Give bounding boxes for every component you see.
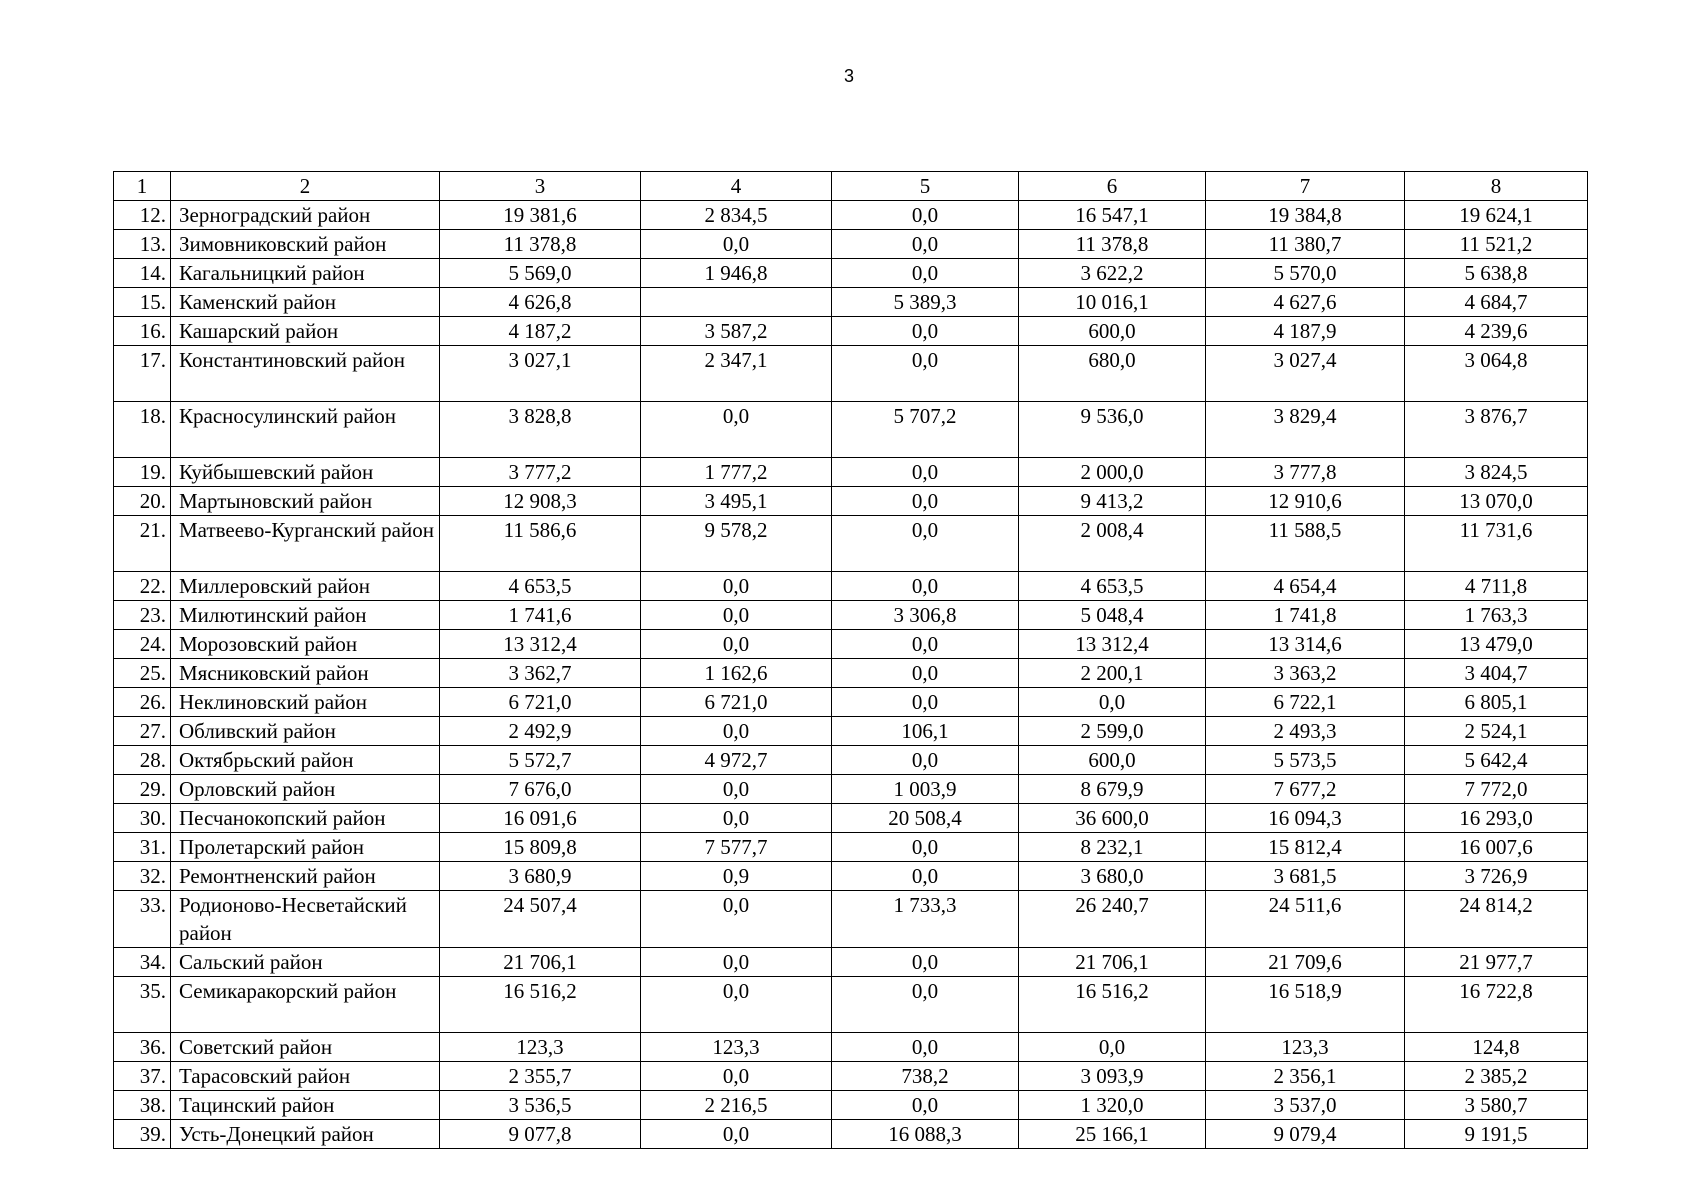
value-cell: 19 384,8 — [1206, 201, 1405, 230]
value-cell: 0,0 — [832, 201, 1019, 230]
value-cell: 8 679,9 — [1019, 775, 1206, 804]
value-cell: 2 008,4 — [1019, 516, 1206, 572]
value-cell: 2 347,1 — [641, 346, 832, 402]
value-cell: 0,0 — [832, 948, 1019, 977]
value-cell: 3 495,1 — [641, 487, 832, 516]
value-cell: 2 834,5 — [641, 201, 832, 230]
value-cell: 5 389,3 — [832, 288, 1019, 317]
value-cell: 3 027,1 — [440, 346, 641, 402]
table-row — [114, 487, 1588, 516]
value-cell: 4 654,4 — [1206, 572, 1405, 601]
district-name-cell: Мясниковский район — [171, 659, 440, 688]
value-cell: 15 812,4 — [1206, 833, 1405, 862]
value-cell: 3 580,7 — [1405, 1091, 1588, 1120]
value-cell: 1 763,3 — [1405, 601, 1588, 630]
row-index-cell: 13. — [114, 230, 171, 259]
table-row — [114, 458, 1588, 487]
district-name-cell: Ремонтненский район — [171, 862, 440, 891]
row-index-cell: 28. — [114, 746, 171, 775]
row-index-cell: 12. — [114, 201, 171, 230]
value-cell: 16 007,6 — [1405, 833, 1588, 862]
value-cell: 21 706,1 — [1019, 948, 1206, 977]
table-row — [114, 775, 1588, 804]
value-cell: 16 518,9 — [1206, 977, 1405, 1033]
column-number-8: 8 — [1405, 172, 1588, 201]
value-cell: 5 048,4 — [1019, 601, 1206, 630]
row-index-cell: 32. — [114, 862, 171, 891]
row-index-cell: 29. — [114, 775, 171, 804]
value-cell: 4 187,9 — [1206, 317, 1405, 346]
value-cell: 0,0 — [832, 833, 1019, 862]
table-row — [114, 977, 1588, 1033]
value-cell: 12 908,3 — [440, 487, 641, 516]
value-cell: 123,3 — [1206, 1033, 1405, 1062]
district-name-cell: Усть-Донецкий район — [171, 1120, 440, 1149]
value-cell: 0,0 — [641, 804, 832, 833]
table-row — [114, 1062, 1588, 1091]
value-cell: 2 356,1 — [1206, 1062, 1405, 1091]
value-cell: 0,0 — [641, 601, 832, 630]
value-cell: 19 381,6 — [440, 201, 641, 230]
table-row — [114, 288, 1588, 317]
table-row — [114, 230, 1588, 259]
value-cell: 13 314,6 — [1206, 630, 1405, 659]
value-cell: 5 642,4 — [1405, 746, 1588, 775]
value-cell: 0,0 — [832, 487, 1019, 516]
value-cell: 4 653,5 — [1019, 572, 1206, 601]
value-cell: 4 684,7 — [1405, 288, 1588, 317]
district-name-cell: Кагальницкий район — [171, 259, 440, 288]
column-number-2: 2 — [171, 172, 440, 201]
value-cell: 3 824,5 — [1405, 458, 1588, 487]
value-cell: 0,0 — [641, 572, 832, 601]
table-row — [114, 630, 1588, 659]
value-cell: 15 809,8 — [440, 833, 641, 862]
value-cell: 16 516,2 — [1019, 977, 1206, 1033]
table-row — [114, 659, 1588, 688]
table-header-row — [114, 172, 1588, 201]
value-cell: 1 946,8 — [641, 259, 832, 288]
value-cell: 20 508,4 — [832, 804, 1019, 833]
value-cell: 21 706,1 — [440, 948, 641, 977]
value-cell: 11 380,7 — [1206, 230, 1405, 259]
row-index-cell: 35. — [114, 977, 171, 1033]
value-cell: 3 536,5 — [440, 1091, 641, 1120]
value-cell: 0,0 — [832, 346, 1019, 402]
table-row — [114, 717, 1588, 746]
table-row — [114, 804, 1588, 833]
value-cell: 0,0 — [832, 458, 1019, 487]
district-name-cell: Матвеево-Курганский район — [171, 516, 440, 572]
value-cell: 13 479,0 — [1405, 630, 1588, 659]
value-cell: 2 599,0 — [1019, 717, 1206, 746]
row-index-cell: 17. — [114, 346, 171, 402]
value-cell: 1 320,0 — [1019, 1091, 1206, 1120]
value-cell: 0,0 — [641, 717, 832, 746]
value-cell: 0,0 — [832, 688, 1019, 717]
table-row — [114, 891, 1588, 948]
table-row — [114, 1120, 1588, 1149]
row-index-cell: 34. — [114, 948, 171, 977]
value-cell: 0,0 — [832, 259, 1019, 288]
value-cell: 0,0 — [832, 659, 1019, 688]
value-cell: 21 977,7 — [1405, 948, 1588, 977]
row-index-cell: 24. — [114, 630, 171, 659]
value-cell: 0,0 — [641, 1120, 832, 1149]
district-name-cell: Морозовский район — [171, 630, 440, 659]
value-cell: 13 070,0 — [1405, 487, 1588, 516]
value-cell: 0,0 — [832, 572, 1019, 601]
column-number-1: 1 — [114, 172, 171, 201]
row-index-cell: 21. — [114, 516, 171, 572]
district-name-cell: Кашарский район — [171, 317, 440, 346]
value-cell: 9 578,2 — [641, 516, 832, 572]
value-cell: 3 622,2 — [1019, 259, 1206, 288]
district-name-cell: Каменский район — [171, 288, 440, 317]
value-cell: 16 088,3 — [832, 1120, 1019, 1149]
district-name-cell: Орловский район — [171, 775, 440, 804]
row-index-cell: 30. — [114, 804, 171, 833]
district-name-cell: Обливский район — [171, 717, 440, 746]
value-cell: 3 306,8 — [832, 601, 1019, 630]
table-row — [114, 402, 1588, 458]
value-cell: 25 166,1 — [1019, 1120, 1206, 1149]
value-cell: 1 741,6 — [440, 601, 641, 630]
district-name-cell: Красносулинский район — [171, 402, 440, 458]
value-cell: 123,3 — [440, 1033, 641, 1062]
row-index-cell: 15. — [114, 288, 171, 317]
district-name-cell: Неклиновский район — [171, 688, 440, 717]
value-cell: 6 722,1 — [1206, 688, 1405, 717]
value-cell: 124,8 — [1405, 1033, 1588, 1062]
value-cell: 4 711,8 — [1405, 572, 1588, 601]
row-index-cell: 25. — [114, 659, 171, 688]
value-cell: 7 577,7 — [641, 833, 832, 862]
value-cell: 3 587,2 — [641, 317, 832, 346]
value-cell: 0,0 — [1019, 1033, 1206, 1062]
column-number-3: 3 — [440, 172, 641, 201]
row-index-cell: 23. — [114, 601, 171, 630]
value-cell: 9 413,2 — [1019, 487, 1206, 516]
value-cell: 0,0 — [1019, 688, 1206, 717]
value-cell: 0,0 — [832, 630, 1019, 659]
value-cell: 0,0 — [641, 630, 832, 659]
district-name-cell: Мартыновский район — [171, 487, 440, 516]
value-cell: 3 537,0 — [1206, 1091, 1405, 1120]
value-cell: 6 805,1 — [1405, 688, 1588, 717]
value-cell: 4 627,6 — [1206, 288, 1405, 317]
value-cell: 0,0 — [832, 746, 1019, 775]
column-number-6: 6 — [1019, 172, 1206, 201]
value-cell: 0,0 — [641, 230, 832, 259]
value-cell: 4 187,2 — [440, 317, 641, 346]
value-cell — [641, 288, 832, 317]
value-cell: 7 676,0 — [440, 775, 641, 804]
district-name-cell: Тацинский район — [171, 1091, 440, 1120]
value-cell: 24 814,2 — [1405, 891, 1588, 948]
value-cell: 5 572,7 — [440, 746, 641, 775]
value-cell: 11 378,8 — [1019, 230, 1206, 259]
district-name-cell: Милютинский район — [171, 601, 440, 630]
page-number: 3 — [843, 66, 854, 86]
value-cell: 0,0 — [832, 862, 1019, 891]
value-cell: 5 638,8 — [1405, 259, 1588, 288]
district-name-cell: Зерноградский район — [171, 201, 440, 230]
value-cell: 3 680,9 — [440, 862, 641, 891]
row-index-cell: 14. — [114, 259, 171, 288]
value-cell: 11 588,5 — [1206, 516, 1405, 572]
value-cell: 0,0 — [641, 402, 832, 458]
district-name-cell: Песчанокопский район — [171, 804, 440, 833]
column-number-4: 4 — [641, 172, 832, 201]
value-cell: 0,0 — [832, 977, 1019, 1033]
value-cell: 3 681,5 — [1206, 862, 1405, 891]
row-index-cell: 36. — [114, 1033, 171, 1062]
value-cell: 5 707,2 — [832, 402, 1019, 458]
value-cell: 6 721,0 — [440, 688, 641, 717]
value-cell: 3 093,9 — [1019, 1062, 1206, 1091]
row-index-cell: 33. — [114, 891, 171, 948]
table-row — [114, 346, 1588, 402]
value-cell: 0,0 — [832, 1033, 1019, 1062]
district-name-cell: Константиновский район — [171, 346, 440, 402]
value-cell: 26 240,7 — [1019, 891, 1206, 948]
value-cell: 9 077,8 — [440, 1120, 641, 1149]
value-cell: 0,0 — [641, 775, 832, 804]
district-name-cell: Родионово-Несветайский район — [171, 891, 440, 948]
value-cell: 2 216,5 — [641, 1091, 832, 1120]
table-row — [114, 688, 1588, 717]
value-cell: 3 404,7 — [1405, 659, 1588, 688]
value-cell: 16 293,0 — [1405, 804, 1588, 833]
value-cell: 3 876,7 — [1405, 402, 1588, 458]
row-index-cell: 39. — [114, 1120, 171, 1149]
value-cell: 13 312,4 — [440, 630, 641, 659]
value-cell: 0,0 — [832, 230, 1019, 259]
table-row — [114, 259, 1588, 288]
value-cell: 2 355,7 — [440, 1062, 641, 1091]
value-cell: 11 731,6 — [1405, 516, 1588, 572]
table-row — [114, 516, 1588, 572]
value-cell: 16 094,3 — [1206, 804, 1405, 833]
value-cell: 8 232,1 — [1019, 833, 1206, 862]
value-cell: 9 079,4 — [1206, 1120, 1405, 1149]
value-cell: 16 722,8 — [1405, 977, 1588, 1033]
value-cell: 0,0 — [641, 948, 832, 977]
row-index-cell: 27. — [114, 717, 171, 746]
table-row — [114, 1033, 1588, 1062]
value-cell: 3 362,7 — [440, 659, 641, 688]
value-cell: 600,0 — [1019, 317, 1206, 346]
value-cell: 1 162,6 — [641, 659, 832, 688]
value-cell: 2 524,1 — [1405, 717, 1588, 746]
table-row — [114, 833, 1588, 862]
district-name-cell: Семикаракорский район — [171, 977, 440, 1033]
row-index-cell: 37. — [114, 1062, 171, 1091]
table-row — [114, 862, 1588, 891]
value-cell: 0,9 — [641, 862, 832, 891]
district-name-cell: Советский район — [171, 1033, 440, 1062]
value-cell: 2 493,3 — [1206, 717, 1405, 746]
table-row — [114, 746, 1588, 775]
value-cell: 13 312,4 — [1019, 630, 1206, 659]
value-cell: 680,0 — [1019, 346, 1206, 402]
budget-table — [113, 171, 1588, 1149]
value-cell: 36 600,0 — [1019, 804, 1206, 833]
column-number-5: 5 — [832, 172, 1019, 201]
value-cell: 12 910,6 — [1206, 487, 1405, 516]
value-cell: 3 680,0 — [1019, 862, 1206, 891]
value-cell: 5 569,0 — [440, 259, 641, 288]
value-cell: 4 239,6 — [1405, 317, 1588, 346]
value-cell: 0,0 — [641, 891, 832, 948]
row-index-cell: 20. — [114, 487, 171, 516]
value-cell: 16 091,6 — [440, 804, 641, 833]
value-cell: 11 586,6 — [440, 516, 641, 572]
value-cell: 9 191,5 — [1405, 1120, 1588, 1149]
row-index-cell: 38. — [114, 1091, 171, 1120]
value-cell: 0,0 — [832, 1091, 1019, 1120]
value-cell: 2 385,2 — [1405, 1062, 1588, 1091]
row-index-cell: 19. — [114, 458, 171, 487]
value-cell: 10 016,1 — [1019, 288, 1206, 317]
row-index-cell: 22. — [114, 572, 171, 601]
value-cell: 1 741,8 — [1206, 601, 1405, 630]
value-cell: 106,1 — [832, 717, 1019, 746]
value-cell: 11 378,8 — [440, 230, 641, 259]
value-cell: 3 726,9 — [1405, 862, 1588, 891]
value-cell: 5 573,5 — [1206, 746, 1405, 775]
value-cell: 0,0 — [832, 317, 1019, 346]
column-number-7: 7 — [1206, 172, 1405, 201]
value-cell: 6 721,0 — [641, 688, 832, 717]
district-name-cell: Миллеровский район — [171, 572, 440, 601]
row-index-cell: 31. — [114, 833, 171, 862]
row-index-cell: 16. — [114, 317, 171, 346]
value-cell: 123,3 — [641, 1033, 832, 1062]
value-cell: 1 003,9 — [832, 775, 1019, 804]
value-cell: 1 733,3 — [832, 891, 1019, 948]
value-cell: 4 626,8 — [440, 288, 641, 317]
value-cell: 3 777,2 — [440, 458, 641, 487]
value-cell: 3 828,8 — [440, 402, 641, 458]
row-index-cell: 26. — [114, 688, 171, 717]
value-cell: 3 829,4 — [1206, 402, 1405, 458]
district-name-cell: Октябрьский район — [171, 746, 440, 775]
value-cell: 3 027,4 — [1206, 346, 1405, 402]
value-cell: 4 653,5 — [440, 572, 641, 601]
value-cell: 0,0 — [832, 516, 1019, 572]
value-cell: 3 777,8 — [1206, 458, 1405, 487]
table-row — [114, 1091, 1588, 1120]
value-cell: 24 511,6 — [1206, 891, 1405, 948]
value-cell: 0,0 — [641, 977, 832, 1033]
district-name-cell: Куйбышевский район — [171, 458, 440, 487]
value-cell: 19 624,1 — [1405, 201, 1588, 230]
value-cell: 24 507,4 — [440, 891, 641, 948]
value-cell: 11 521,2 — [1405, 230, 1588, 259]
value-cell: 3 064,8 — [1405, 346, 1588, 402]
table-row — [114, 601, 1588, 630]
table-row — [114, 317, 1588, 346]
value-cell: 4 972,7 — [641, 746, 832, 775]
district-name-cell: Зимовниковский район — [171, 230, 440, 259]
district-name-cell: Сальский район — [171, 948, 440, 977]
value-cell: 16 516,2 — [440, 977, 641, 1033]
value-cell: 2 200,1 — [1019, 659, 1206, 688]
value-cell: 16 547,1 — [1019, 201, 1206, 230]
district-name-cell: Пролетарский район — [171, 833, 440, 862]
table-row — [114, 948, 1588, 977]
district-name-cell: Тарасовский район — [171, 1062, 440, 1091]
value-cell: 5 570,0 — [1206, 259, 1405, 288]
value-cell: 7 677,2 — [1206, 775, 1405, 804]
value-cell: 0,0 — [641, 1062, 832, 1091]
value-cell: 3 363,2 — [1206, 659, 1405, 688]
table-row — [114, 201, 1588, 230]
value-cell: 2 492,9 — [440, 717, 641, 746]
value-cell: 9 536,0 — [1019, 402, 1206, 458]
value-cell: 21 709,6 — [1206, 948, 1405, 977]
value-cell: 1 777,2 — [641, 458, 832, 487]
row-index-cell: 18. — [114, 402, 171, 458]
value-cell: 7 772,0 — [1405, 775, 1588, 804]
table-row — [114, 572, 1588, 601]
value-cell: 2 000,0 — [1019, 458, 1206, 487]
value-cell: 600,0 — [1019, 746, 1206, 775]
value-cell: 738,2 — [832, 1062, 1019, 1091]
